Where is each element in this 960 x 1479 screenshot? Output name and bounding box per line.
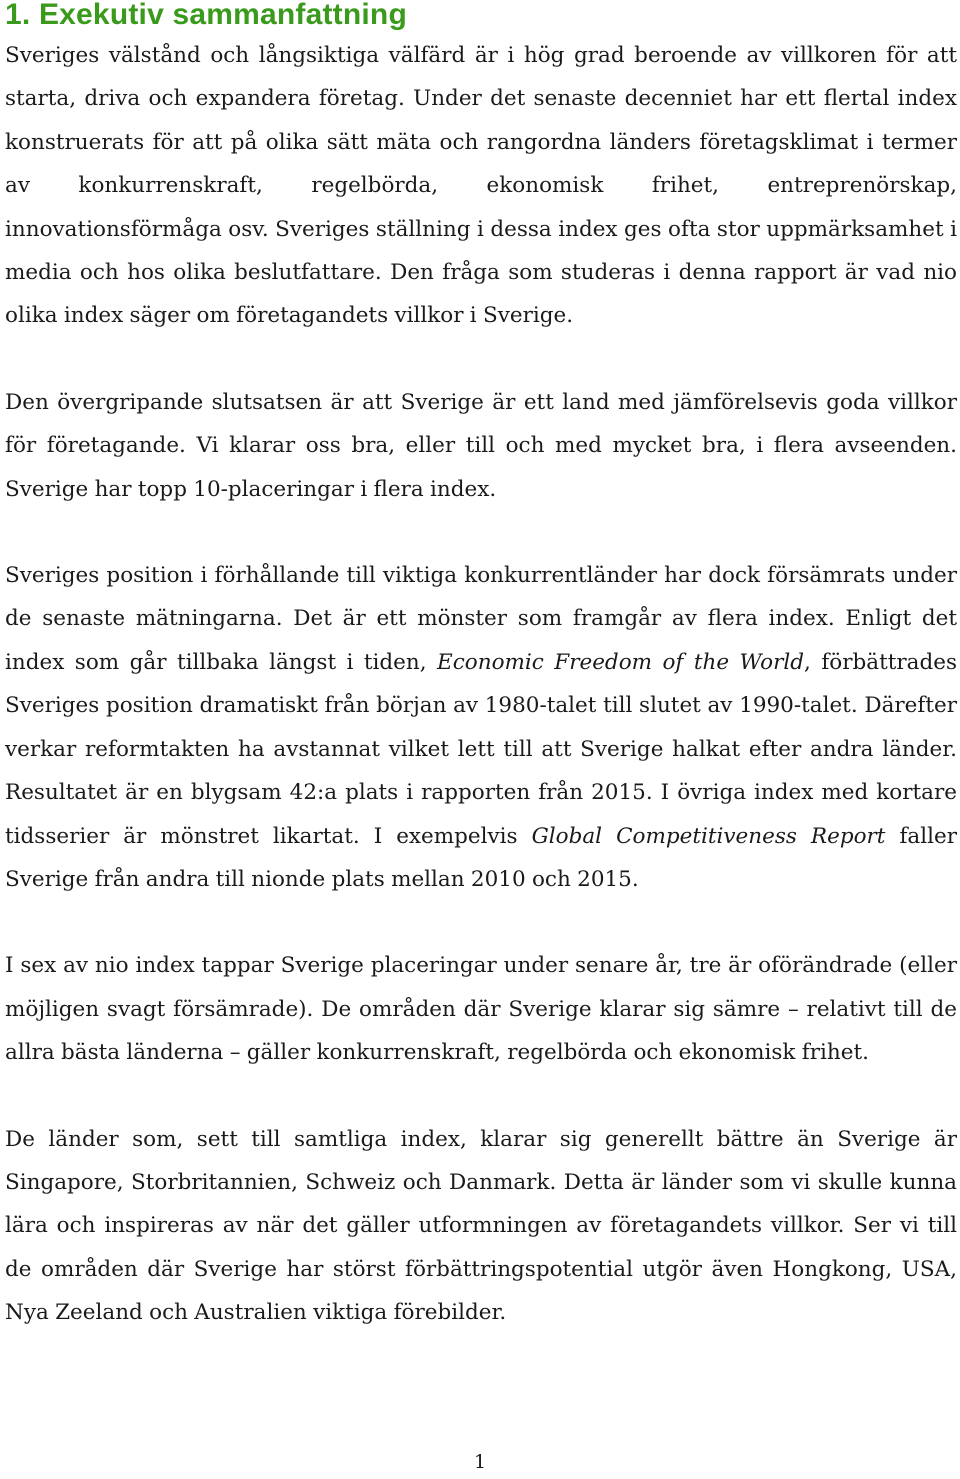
text-run: faller Sverige från andra till nionde plats mellan 2010 och 2015. — [5, 823, 958, 892]
paragraph-intro: Sveriges välstånd och långsiktiga välfärd är i hög grad beroende av villkoren för att starta, driva och expandera företag. Under det senaste decenniet har ett flertal index konstruerats för att på olika sätt mäta och rangordna länders företagsklimat i termer av konkurrenskraft, regelbörda, ekonomisk frihet, entreprenörskap, innovationsförmåga osv. Sveriges ställning i dessa index ges ofta stor uppmärksamhet i media och hos olika beslutfattare. Den fråga som studeras i denna rapport är vad nio olika index säger om företagandets villkor i Sverige. — [5, 43, 957, 329]
page-number: 1 — [473, 1451, 487, 1473]
section-heading: 1. Exekutiv sammanfattning — [5, 0, 407, 31]
paragraph-countries: De länder som, sett till samtliga index, klarar sig generellt bättre än Sverige är Singapore, Storbritannien, Schweiz och Danmark. Detta är länder som vi skulle kunna lära och inspireras av när det gäller utformningen av företagandets villkor. Ser vi till de områden där Sverige har störst förbättringspotential utgör även Hongkong, USA, Nya Zeeland och Australien viktiga förebilder. — [5, 1126, 957, 1326]
text-run: Sveriges position i förhållande till viktiga konkurrentländer har dock försämrats under de senaste mätningarna. Det är ett mönster som framgår av flera index. Enligt det index som går tillbaka längst i tiden, — [5, 563, 957, 675]
paragraph-gap — [5, 511, 957, 554]
paragraph-gap — [5, 901, 957, 944]
report-title-efw: Economic Freedom of the World — [437, 649, 805, 675]
paragraph-gap — [5, 1075, 957, 1118]
paragraph-position — [5, 554, 957, 901]
paragraph-gap — [5, 338, 957, 381]
paragraph-conclusion: Den övergripande slutsatsen är att Sverige är ett land med jämförelsevis goda villkor för företagande. Vi klarar oss bra, eller till och med mycket bra, i flera avseenden. Sverige har topp 10-placeringar i flera index. — [5, 389, 957, 502]
paragraph-rankings: I sex av nio index tappar Sverige placeringar under senare år, tre är oförändrade (eller möjligen svagt försämrade). De områden där Sverige klarar sig sämre – relativt till de allra bästa länderna – gäller konkurrenskraft, regelbörda och ekonomisk frihet. — [5, 953, 957, 1066]
report-title-gcr: Global Competitiveness Report — [531, 823, 886, 849]
text-run: , förbättrades Sveriges position dramatiskt från början av 1980-talet till slutet av 1990-talet. Därefter verkar reformtakten ha avstannat vilket lett till att Sverige halkat efter andra länder. Resultatet är en blygsam 42:a plats i rapporten från 2015. I övriga index med kortare tidsserier är mönstret likartat. I exempelvis — [5, 649, 957, 849]
